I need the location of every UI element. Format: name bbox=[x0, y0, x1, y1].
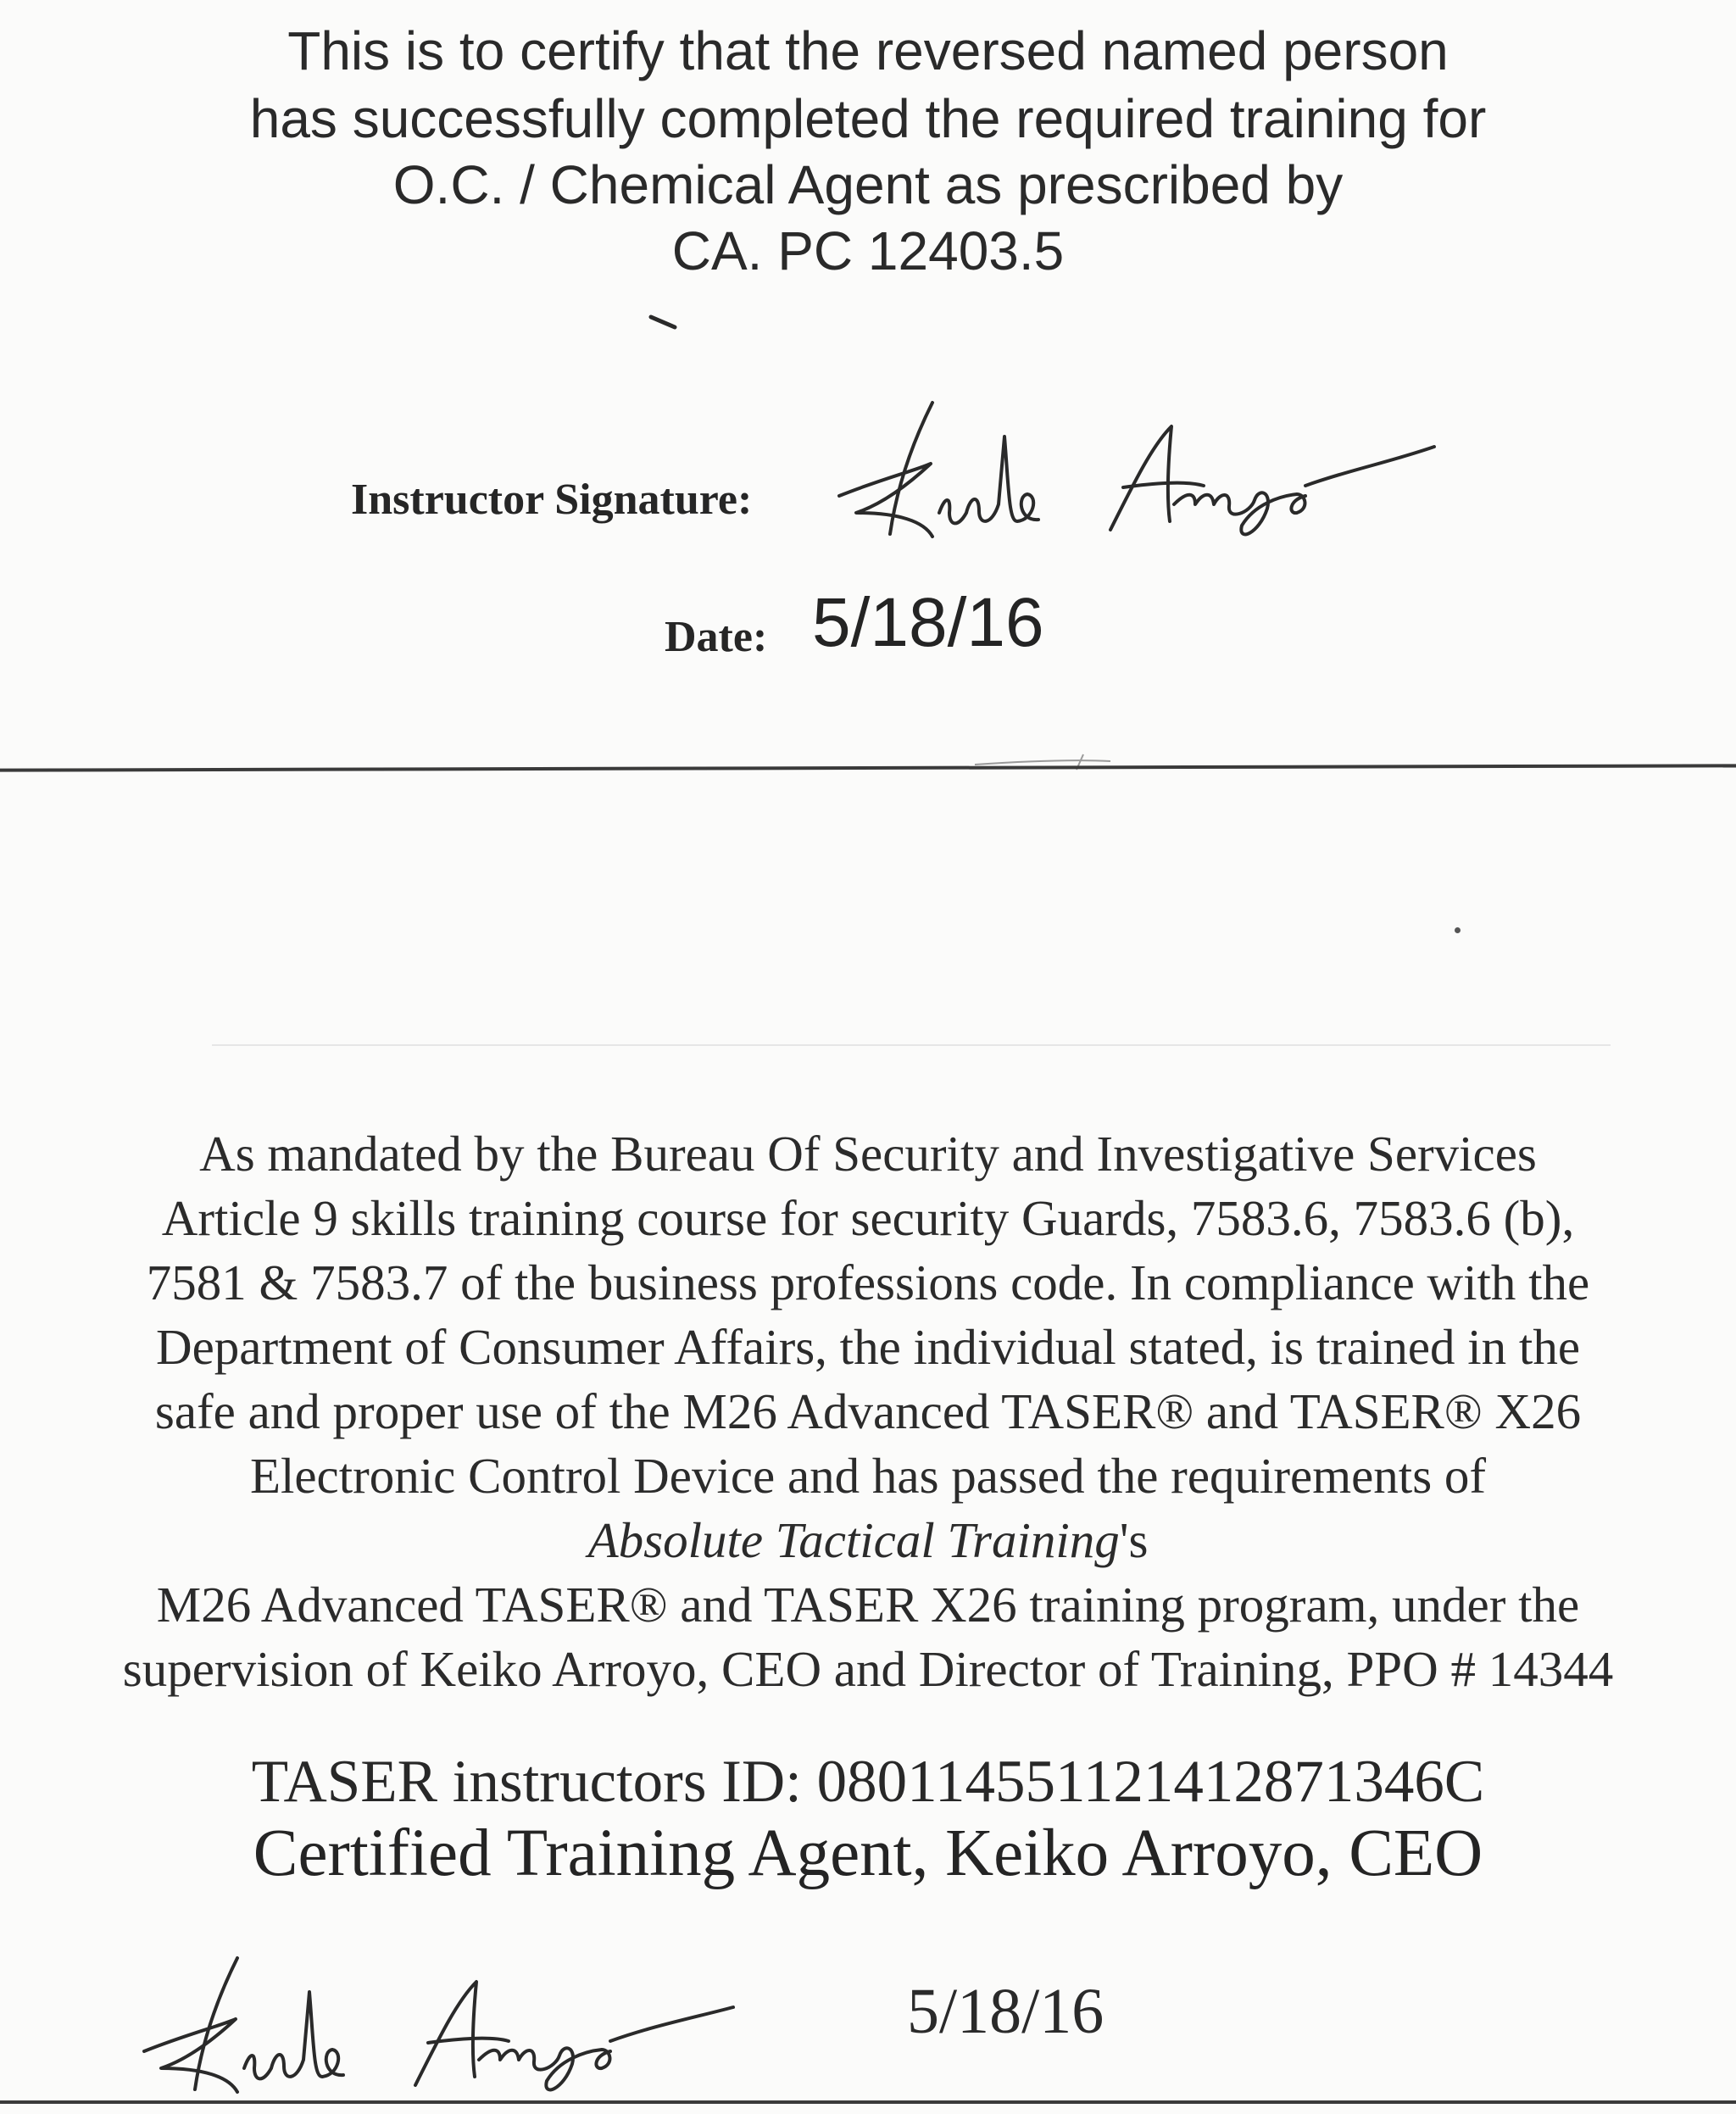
section-divider-top bbox=[0, 764, 1736, 771]
instructor-id: TASER instructors ID: 080114551121412871346C bbox=[251, 1749, 1485, 1815]
stray-mark bbox=[649, 314, 683, 331]
paper-crease bbox=[212, 1044, 1611, 1046]
certify-line-3: O.C. / Chemical Agent as prescribed by bbox=[392, 154, 1344, 215]
speck-mark bbox=[1455, 927, 1461, 933]
signature-date: 5/18/16 bbox=[907, 1976, 1104, 2047]
statement-line-5: safe and proper use of the M26 Advanced TASER® and TASER® X26 bbox=[154, 1383, 1582, 1439]
certify-line-1: This is to certify that the reversed named person bbox=[287, 20, 1449, 81]
academy-name: Absolute Tactical Training bbox=[587, 1512, 1120, 1568]
statement-line-1: As mandated by the Bureau Of Security and Investigative Services bbox=[199, 1126, 1537, 1182]
date-label: Date: bbox=[665, 613, 768, 661]
instructor-signature bbox=[831, 386, 1441, 547]
statement-line-4: Department of Consumer Affairs, the individual stated, is trained in the bbox=[155, 1319, 1581, 1375]
statement-line-2: Article 9 skills training course for security Guards, 7583.6, 7583.6 (b), bbox=[161, 1190, 1575, 1246]
statement-line-8: M26 Advanced TASER® and TASER X26 training program, under the bbox=[156, 1577, 1580, 1633]
certify-line-4: CA. PC 12403.5 bbox=[671, 220, 1065, 281]
statement-line-3: 7581 & 7583.7 of the business professions code. In compliance with the bbox=[146, 1254, 1590, 1310]
certify-line-2: has successfully completed the required training for bbox=[249, 88, 1487, 149]
section-divider-bottom bbox=[0, 2100, 1736, 2104]
statement-line-6: Electronic Control Device and has passed the requirements of bbox=[249, 1448, 1487, 1504]
certified-agent-line: Certified Training Agent, Keiko Arroyo, CEO bbox=[253, 1816, 1483, 1890]
statement-line-7 bbox=[0, 1507, 1736, 1573]
academy-name-suffix: 's bbox=[1119, 1512, 1149, 1568]
statement-line-9: supervision of Keiko Arroyo, CEO and Director of Training, PPO # 14344 bbox=[122, 1641, 1614, 1697]
date-value: 5/18/16 bbox=[812, 584, 1044, 661]
agent-signature bbox=[136, 1941, 746, 2102]
instructor-signature-label: Instructor Signature: bbox=[351, 476, 753, 524]
